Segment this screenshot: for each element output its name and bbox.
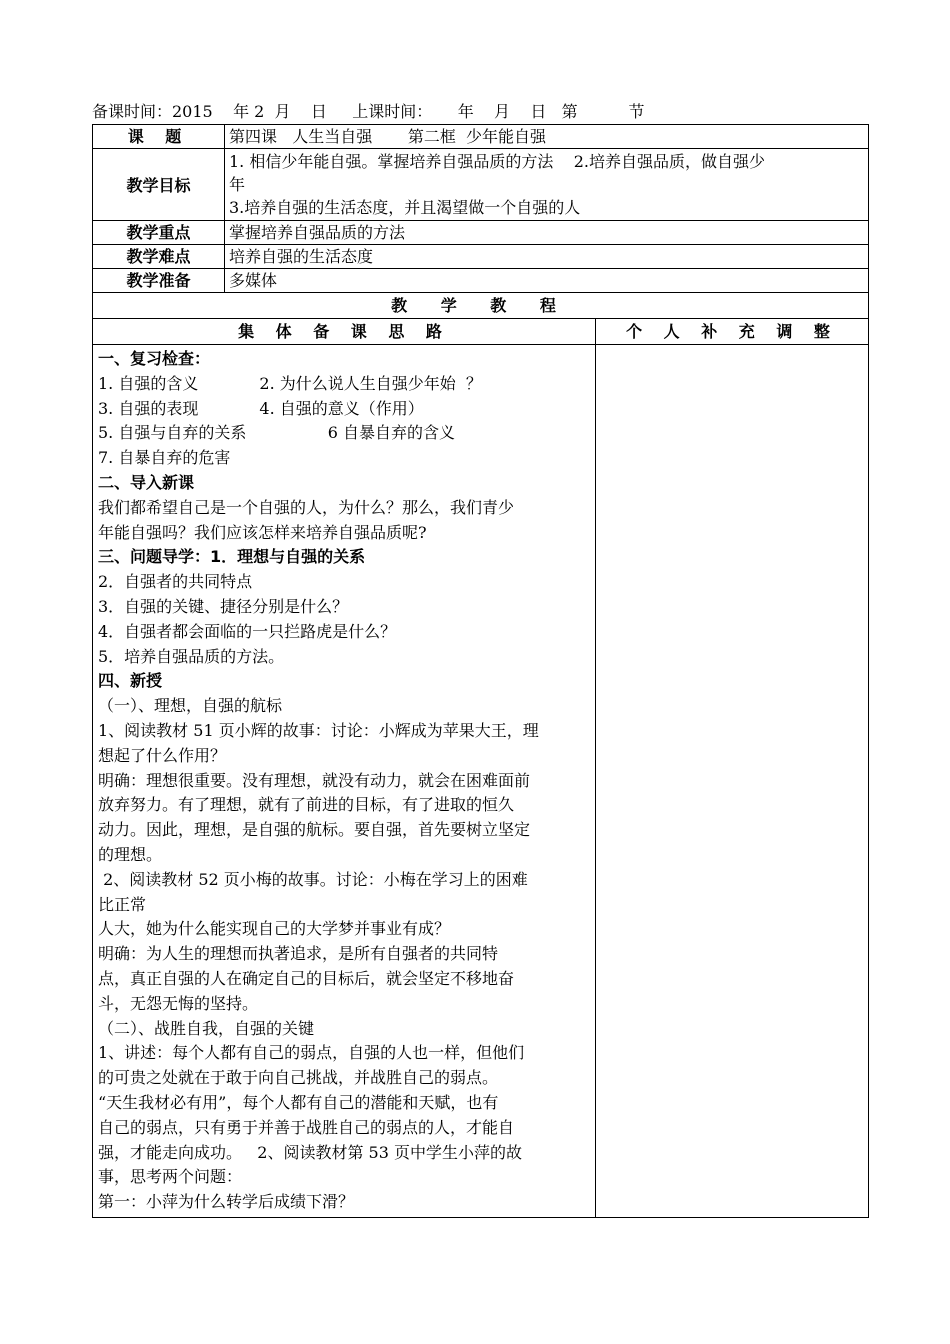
difficulty-value: 培养自强的生活态度 [225,245,869,269]
goals-row [93,149,869,221]
prep-row [93,269,869,293]
content-line: 1. 自强的含义 2. 为什么说人生自强少年始 ？ [98,373,482,393]
content-line: 2、阅读教材 52 页小梅的故事。讨论：小梅在学习上的困难 [98,869,528,889]
topic-value: 第四课 人生当自强 第二框 少年能自强 [225,125,869,149]
content-row [93,345,869,1218]
prep-value: 多媒体 [225,269,869,293]
content-line: 动力。因此，理想，是自强的航标。要自强，首先要树立坚定 [98,820,531,840]
content-line: 5. 自强与自弃的关系 6 自暴自弃的含义 [98,423,455,443]
content-line: 想起了什么作用？ [98,745,227,765]
process-heading: 教 学 教 程 [93,293,869,319]
content-line: 4．自强者都会面临的一只拦路虎是什么？ [98,621,397,641]
prep-label: 教学准备 [93,269,225,293]
content-line: 3．自强的关键、捷径分别是什么？ [98,596,349,616]
difficulty-label: 教学难点 [93,245,225,269]
content-line: 斗，无怨无悔的坚持。 [98,993,259,1013]
personal-adjust-heading: 个 人 补 充 调 整 [596,319,869,345]
collective-plan-heading: 集 体 备 课 思 路 [93,319,596,345]
personal-adjust-content [596,345,869,1218]
topic-row [93,125,869,149]
goals-value [225,149,869,221]
content-line: 7. 自暴自弃的危害 [98,448,231,468]
schedule-line: 备课时间：2015 年 2 月 日 上课时间： 年 月 日 第 节 [92,102,645,121]
content-line: 5．培养自强品质的方法。 [98,646,285,666]
lesson-plan-table [92,124,869,1218]
content-line: 点，真正自强的人在确定自己的目标后，就会坚定不移地奋 [98,968,515,988]
content-line: 我们都希望自己是一个自强的人，为什么？那么，我们青少 [98,497,515,517]
content-line: 年能自强吗？我们应该怎样来培养自强品质呢? [98,522,427,542]
focus-value: 掌握培养自强品质的方法 [225,221,869,245]
content-line: （一）、理想，自强的航标 [98,696,283,716]
content-line: 2．自强者的共同特点 [98,572,253,592]
section-heading: 一、复习检查： [98,349,211,368]
goals-label: 教学目标 [93,149,225,221]
difficulty-row [93,245,869,269]
content-line: 3. 自强的表现 4. 自强的意义（作用） [98,398,424,418]
collective-plan-content [93,345,596,1218]
content-line: 1、阅读教材 51 页小辉的故事：讨论：小辉成为苹果大王，理 [98,720,539,740]
focus-row [93,221,869,245]
content-line: 事，思考两个问题： [98,1167,243,1187]
lesson-plan-page [92,100,868,1218]
content-line: 放弃努力。有了理想，就有了前进的目标，有了进取的恒久 [98,795,515,815]
content-line: 人大，她为什么能实现自己的大学梦并事业有成？ [98,919,451,939]
topic-label: 课 题 [93,125,225,149]
content-line: 的理想。 [98,844,163,864]
goals-line: 1. 相信少年能自强。掌握培养自强品质的方法 2.培养自强品质，做自强少 [229,152,765,171]
section-heading: 二、导入新课 [98,472,195,492]
content-line: 1、讲述：每个人都有自己的弱点，自强的人也一样，但他们 [98,1043,525,1063]
content-line: 明确：为人生的理想而执著追求，是所有自强者的共同特 [98,944,499,964]
content-line: 第一：小萍为什么转学后成绩下滑？ [98,1192,355,1212]
content-line: 自己的弱点，只有勇于并善于战胜自己的弱点的人，才能自 [98,1117,515,1137]
content-line: 强，才能走向成功。 2、阅读教材第 53 页中学生小萍的故 [98,1142,522,1162]
focus-label: 教学重点 [93,221,225,245]
content-line: （二）、战胜自我，自强的关键 [98,1018,315,1038]
content-line: 明确：理想很重要。没有理想，就没有动力，就会在困难面前 [98,770,531,790]
process-heading-row [93,293,869,319]
content-line: 的可贵之处就在于敢于向自己挑战，并战胜自己的弱点。 [98,1068,499,1088]
column-heading-row [93,319,869,345]
section-heading: 三、问题导学：1．理想与自强的关系 [98,547,366,567]
content-line: “天生我材必有用”，每个人都有自己的潜能和天赋，也有 [98,1092,499,1112]
content-line: 比正常 [98,894,147,914]
goals-line: 年 [229,175,246,194]
goals-line: 3.培养自强的生活态度，并且渴望做一个自强的人 [229,198,581,217]
section-heading: 四、新授 [98,671,163,691]
